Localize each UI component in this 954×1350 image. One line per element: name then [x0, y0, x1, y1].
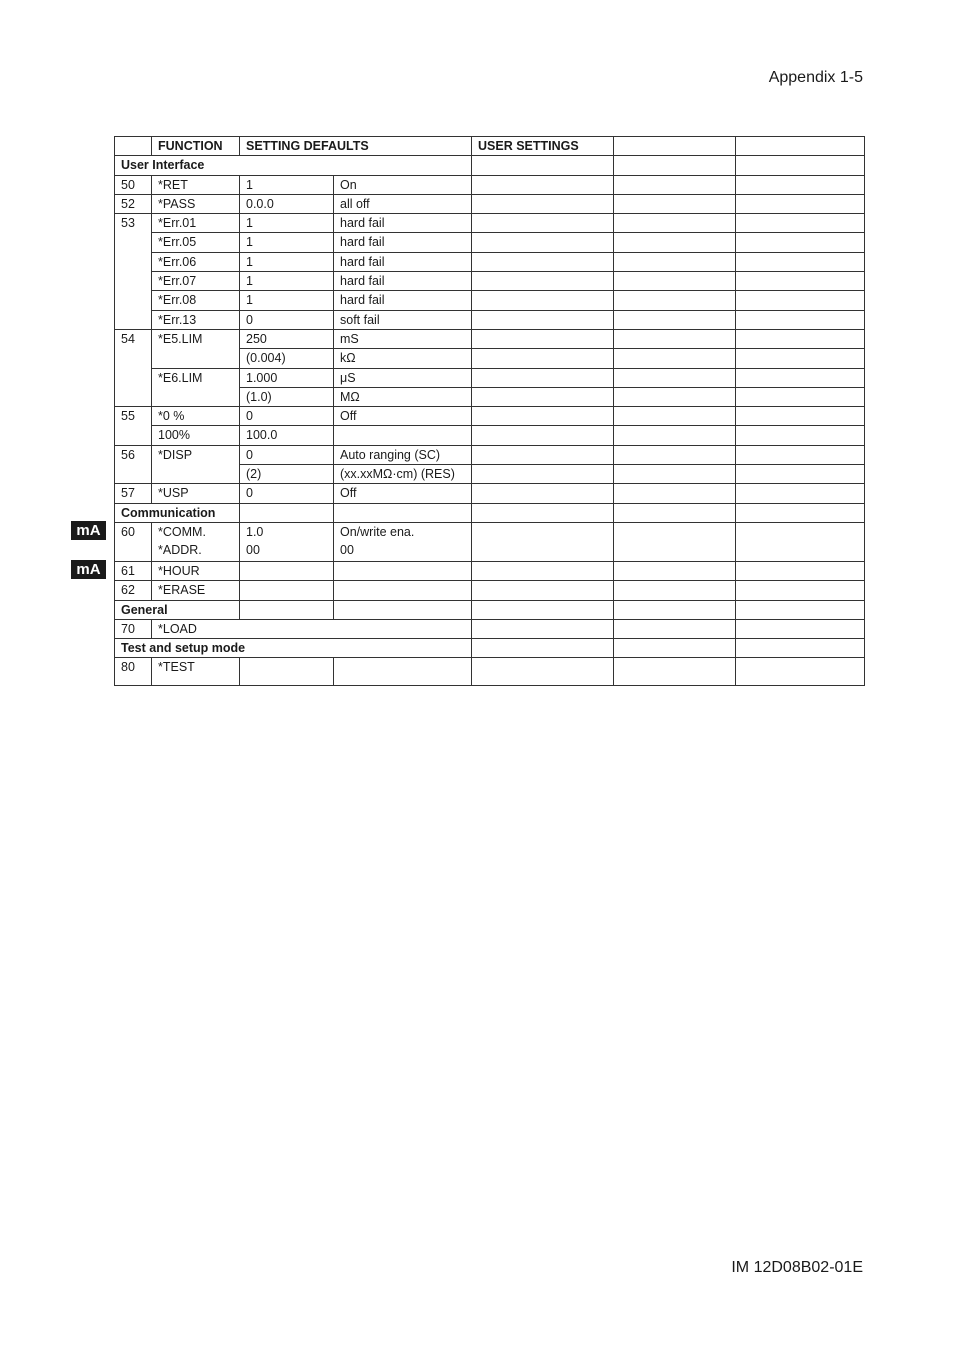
- function-cell: *E5.LIM: [152, 329, 240, 368]
- function-cell: *PASS: [152, 194, 240, 213]
- table-row: [115, 291, 865, 310]
- code-cell: 70: [115, 619, 152, 638]
- table-header-row: [115, 137, 865, 156]
- table-row: [115, 445, 865, 464]
- function-header: FUNCTION: [152, 137, 240, 156]
- code-cell: 62: [115, 581, 152, 600]
- meaning-cell: Off: [334, 484, 472, 503]
- meaning-cell: On/write ena. 00: [334, 522, 472, 561]
- default-cell: 1: [240, 233, 334, 252]
- function-cell: *DISP: [152, 445, 240, 484]
- table-row: [115, 426, 865, 445]
- table-row: [115, 214, 865, 233]
- code-cell: 53: [115, 214, 152, 330]
- function-cell: *USP: [152, 484, 240, 503]
- table-row: [115, 368, 865, 387]
- table-row: [115, 581, 865, 600]
- meaning-cell: μS: [334, 368, 472, 387]
- code-cell: 61: [115, 561, 152, 580]
- code-cell: 60: [115, 522, 152, 561]
- table-row: [115, 484, 865, 503]
- code-cell: 55: [115, 407, 152, 446]
- function-cell: *Err.13: [152, 310, 240, 329]
- function-cell: *Err.08: [152, 291, 240, 310]
- table-row: [115, 658, 865, 686]
- user-settings-header: USER SETTINGS: [472, 137, 614, 156]
- default-cell: 1: [240, 291, 334, 310]
- page-header: Appendix 1-5: [768, 69, 863, 86]
- table-row: [115, 233, 865, 252]
- ma-badge: mA: [71, 521, 106, 540]
- default-cell: 1: [240, 214, 334, 233]
- table-row: [115, 252, 865, 271]
- function-cell: 100%: [152, 426, 240, 445]
- default-cell: 1: [240, 272, 334, 291]
- section-user-interface: User Interface: [115, 156, 472, 175]
- default-cell: (1.0): [240, 387, 334, 406]
- section-row: [115, 600, 865, 619]
- default-cell: 1: [240, 175, 334, 194]
- function-cell: *TEST: [152, 658, 240, 686]
- function-comm: *COMM.: [158, 524, 206, 539]
- default-cell: (2): [240, 465, 334, 484]
- table-row: [115, 619, 865, 638]
- default-cell: 1: [240, 252, 334, 271]
- meaning-cell: On: [334, 175, 472, 194]
- default-cell: 1.0 00: [240, 522, 334, 561]
- meaning-cell: hard fail: [334, 233, 472, 252]
- meaning-cell: [334, 426, 472, 445]
- section-test-setup: Test and setup mode: [115, 639, 472, 658]
- function-cell: *Err.05: [152, 233, 240, 252]
- function-cell: *0 %: [152, 407, 240, 426]
- function-cell: *E6.LIM: [152, 368, 240, 407]
- function-addr: *ADDR.: [158, 542, 202, 557]
- default-cell: 0: [240, 407, 334, 426]
- default-cell: 0: [240, 484, 334, 503]
- meaning-cell: hard fail: [334, 272, 472, 291]
- section-general: General: [115, 600, 240, 619]
- section-communication: Communication: [115, 503, 240, 522]
- code-cell: 80: [115, 658, 152, 686]
- default-cell: 250: [240, 329, 334, 348]
- function-cell: *RET: [152, 175, 240, 194]
- table-row: [115, 194, 865, 213]
- meaning-cell: Auto ranging (SC): [334, 445, 472, 464]
- table-row: [115, 522, 865, 561]
- table-row: [115, 561, 865, 580]
- function-cell: *LOAD: [152, 619, 472, 638]
- function-cell: *HOUR: [152, 561, 240, 580]
- meaning-cell: Off: [334, 407, 472, 426]
- settings-table: [114, 136, 865, 686]
- code-cell: 56: [115, 445, 152, 484]
- code-cell: 50: [115, 175, 152, 194]
- meaning-cell: hard fail: [334, 214, 472, 233]
- section-row: [115, 503, 865, 522]
- page-footer: IM 12D08B02-01E: [731, 1259, 863, 1276]
- meaning-cell: hard fail: [334, 252, 472, 271]
- function-cell: *ERASE: [152, 581, 240, 600]
- section-row: [115, 639, 865, 658]
- meaning-cell: MΩ: [334, 387, 472, 406]
- code-cell: 57: [115, 484, 152, 503]
- setting-defaults-header: SETTING DEFAULTS: [240, 137, 472, 156]
- section-row: [115, 156, 865, 175]
- table-row: [115, 175, 865, 194]
- meaning-cell: hard fail: [334, 291, 472, 310]
- meaning-cell: mS: [334, 329, 472, 348]
- code-cell: 52: [115, 194, 152, 213]
- meaning-cell: kΩ: [334, 349, 472, 368]
- meaning-cell: soft fail: [334, 310, 472, 329]
- default-cell: 0: [240, 445, 334, 464]
- default-cell: 100.0: [240, 426, 334, 445]
- function-cell: [152, 522, 240, 561]
- table-row: [115, 310, 865, 329]
- code-cell: 54: [115, 329, 152, 406]
- table-row: [115, 407, 865, 426]
- function-cell: *Err.06: [152, 252, 240, 271]
- table-row: [115, 329, 865, 348]
- table-row: [115, 272, 865, 291]
- meaning-cell: (xx.xxMΩ·cm) (RES): [334, 465, 472, 484]
- function-cell: *Err.07: [152, 272, 240, 291]
- meaning-cell: all off: [334, 194, 472, 213]
- function-cell: *Err.01: [152, 214, 240, 233]
- default-cell: 0: [240, 310, 334, 329]
- default-cell: (0.004): [240, 349, 334, 368]
- default-cell: 0.0.0: [240, 194, 334, 213]
- ma-badge: mA: [71, 560, 106, 579]
- default-cell: 1.000: [240, 368, 334, 387]
